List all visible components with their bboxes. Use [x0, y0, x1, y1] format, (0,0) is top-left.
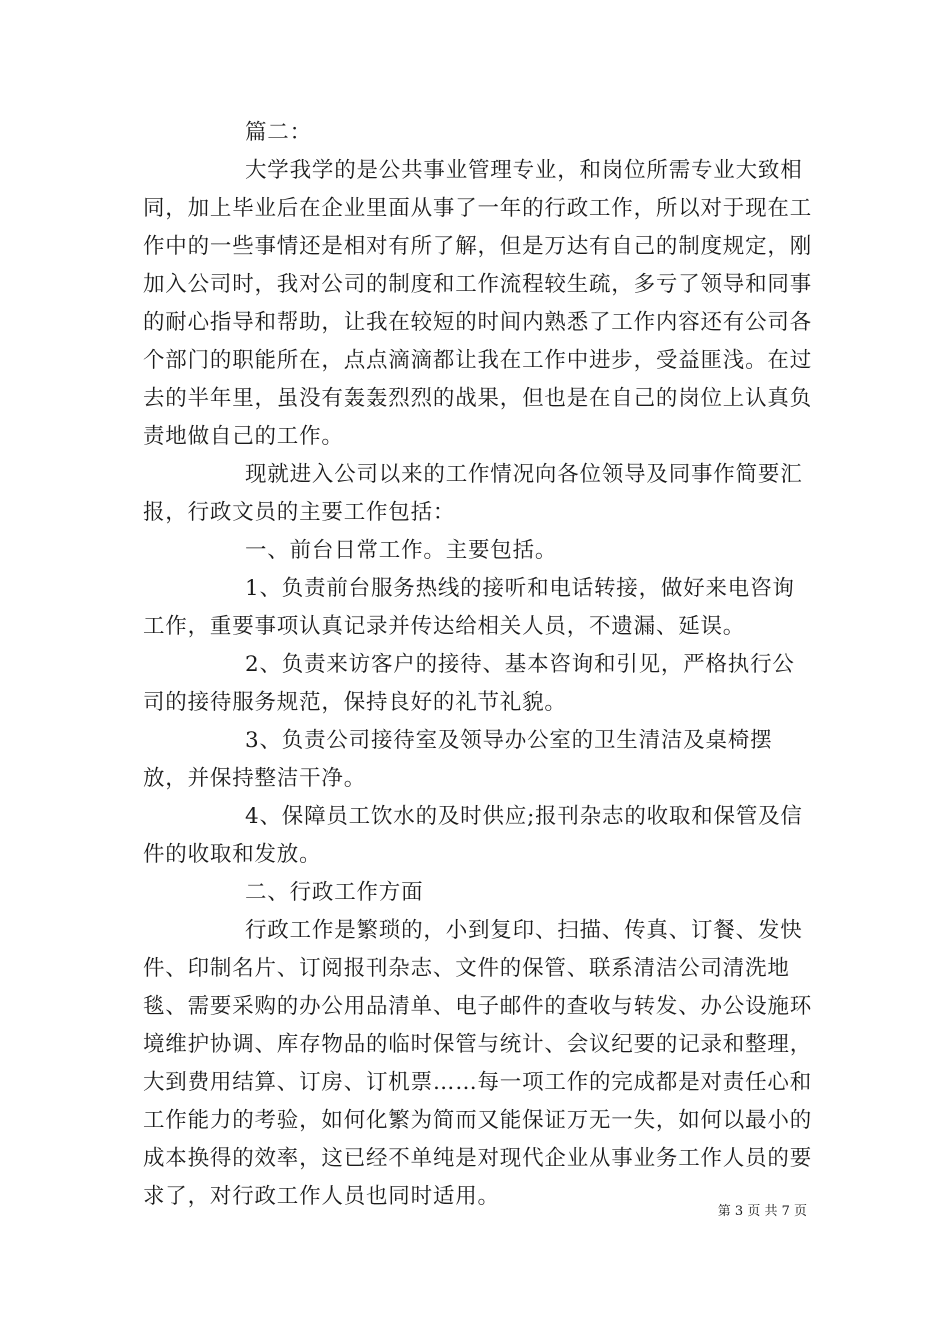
list-item: 2、负责来访客户的接待、基本咨询和引见，严格执行公司的接待服务规范，保持良好的礼节礼貌。 [143, 652, 795, 715]
list-item: 4、保障员工饮水的及时供应;报刊杂志的收取和保管及信件的收取和发放。 [143, 804, 803, 867]
list-item: 3、负责公司接待室及领导办公室的卫生清洁及桌椅摆放，并保持整洁干净。 [143, 728, 773, 791]
page-number: 第 3 页 共 7 页 [717, 1204, 807, 1219]
body-paragraph: 行政工作是繁琐的，小到复印、扫描、传真、订餐、发快件、印制名片、订阅报刊杂志、文件的保管、联系清洁公司清洗地毯、需要采购的办公用品清单、电子邮件的查收与转发、办公设施环境维护协调、库存物品的临时保管与统计、会议纪要的记录和整理，大到费用结算、订房、订机票……每一项工作的完成都是对责任心和工作能力的考验，如何化繁为简而又能保证万无一失，如何以最小的成本换得的效率，这已经不单纯是对现代企业从事业务工作人员的要求了，对行政工作人员也同时适用。 [143, 918, 813, 1209]
subsection-heading: 二、行政工作方面 [245, 880, 424, 905]
subsection-heading: 一、前台日常工作。主要包括。 [245, 538, 558, 563]
body-paragraph: 现就进入公司以来的工作情况向各位领导及同事作简要汇报，行政文员的主要工作包括： [143, 462, 803, 525]
document-body [143, 114, 813, 1216]
list-item: 1、负责前台服务热线的接听和电话转接，做好来电咨询工作，重要事项认真记录并传达给相关人员，不遗漏、延误。 [143, 576, 795, 639]
body-paragraph: 大学我学的是公共事业管理专业，和岗位所需专业大致相同，加上毕业后在企业里面从事了一年的行政工作，所以对于现在工作中的一些事情还是相对有所了解，但是万达有自己的制度规定，刚加入公司时，我对公司的制度和工作流程较生疏，多亏了领导和同事的耐心指导和帮助，让我在较短的时间内熟悉了工作内容还有公司各个部门的职能所在，点点滴滴都让我在工作中进步，受益匪浅。在过去的半年里，虽没有轰轰烈烈的战果，但也是在自己的岗位上认真负责地做自己的工作。 [143, 158, 813, 449]
section-heading: 篇二： [245, 120, 312, 145]
